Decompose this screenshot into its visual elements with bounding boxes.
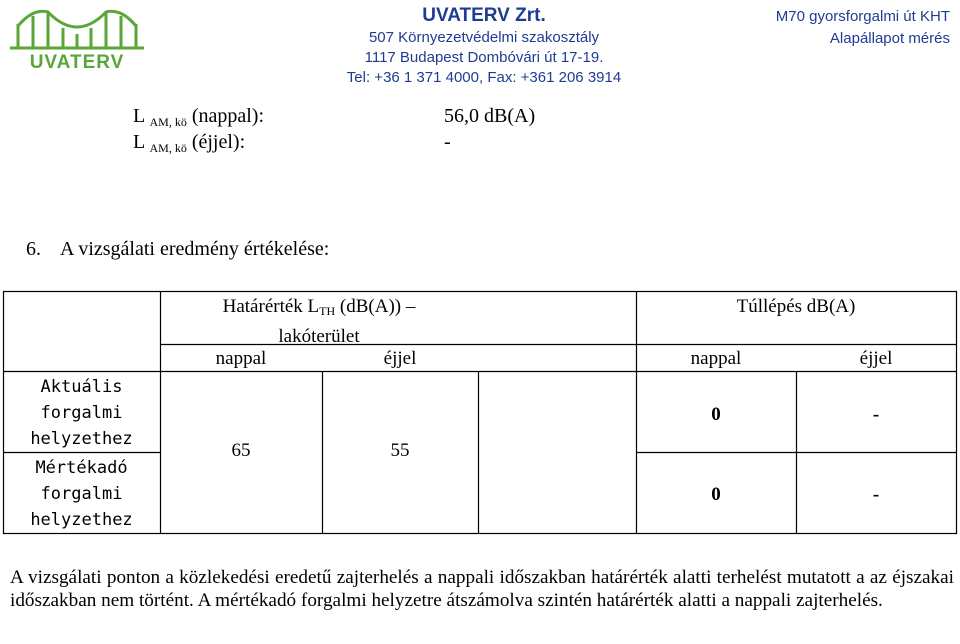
address: 1117 Budapest Dombóvári út 17-19. xyxy=(364,49,604,66)
limit-header xyxy=(160,294,478,349)
row-label-line: Aktuális xyxy=(40,377,123,397)
row-label-line: forgalmi xyxy=(40,484,123,504)
limit-night-value: 55 xyxy=(390,440,410,461)
day-label: (nappal): xyxy=(191,105,265,127)
report-title: Alapállapot mérés xyxy=(829,30,950,47)
limit-header-area: lakóterület xyxy=(278,326,360,347)
l-subscript: AM, kö xyxy=(149,141,187,155)
l-symbol: L xyxy=(133,131,145,153)
day-level-value: 56,0 dB(A) xyxy=(444,105,536,127)
night-label: (éjjel): xyxy=(191,131,246,153)
project-block xyxy=(776,6,950,50)
col-night-limit: éjjel xyxy=(383,348,417,369)
limit-day-value: 65 xyxy=(231,440,251,461)
logo-wordmark: UVATERV xyxy=(29,52,125,73)
exceed-day-design: 0 xyxy=(711,484,721,505)
company-block xyxy=(300,4,668,88)
night-level-value: - xyxy=(444,131,451,153)
row-label-line: helyzethez xyxy=(30,510,133,530)
exceed-night-design: - xyxy=(872,484,880,505)
exceed-night-current: - xyxy=(872,404,880,425)
night-level-label xyxy=(133,130,245,160)
row-label-line: forgalmi xyxy=(40,403,123,423)
exceed-day-current: 0 xyxy=(711,404,721,425)
row-label-line: Mértékadó xyxy=(35,458,128,478)
company-name: UVATERV Zrt. xyxy=(422,5,546,26)
project-title: M70 gyorsforgalmi út KHT xyxy=(775,8,950,25)
company-logo xyxy=(8,4,146,73)
col-day-limit: nappal xyxy=(215,348,267,369)
limit-header-unit: (dB(A)) – xyxy=(335,296,416,317)
section-heading xyxy=(26,238,329,261)
col-day-exceed: nappal xyxy=(690,348,742,369)
limit-header-subscript: TH xyxy=(319,304,336,318)
exceed-header: Túllépés dB(A) xyxy=(736,296,856,317)
col-night-exceed: éjjel xyxy=(859,348,893,369)
section-number: 6. xyxy=(26,238,41,260)
limit-header-text: Határérték L xyxy=(222,296,320,317)
row-label-current xyxy=(3,374,160,452)
row-label-line: helyzethez xyxy=(30,429,133,449)
department: 507 Környezetvédelmi szakosztály xyxy=(368,29,600,46)
contact-phone: Tel: +36 1 371 4000, Fax: +361 206 3914 xyxy=(346,69,622,86)
bridge-logo-icon xyxy=(8,4,146,54)
row-label-design xyxy=(3,455,160,533)
l-subscript: AM, kö xyxy=(149,115,187,129)
l-symbol: L xyxy=(133,105,145,127)
section-title: A vizsgálati eredmény értékelése: xyxy=(60,238,330,260)
evaluation-paragraph: A vizsgálati ponton a közlekedési eredetű zajterhelés a nappali időszakban határérték alatti terhelést mutatott a az éjszakai időszakban nem történt. A mértékadó forgalmi helyzetre átszámolva szintén határérték alatti a nappali zajterhelés. xyxy=(10,567,954,611)
